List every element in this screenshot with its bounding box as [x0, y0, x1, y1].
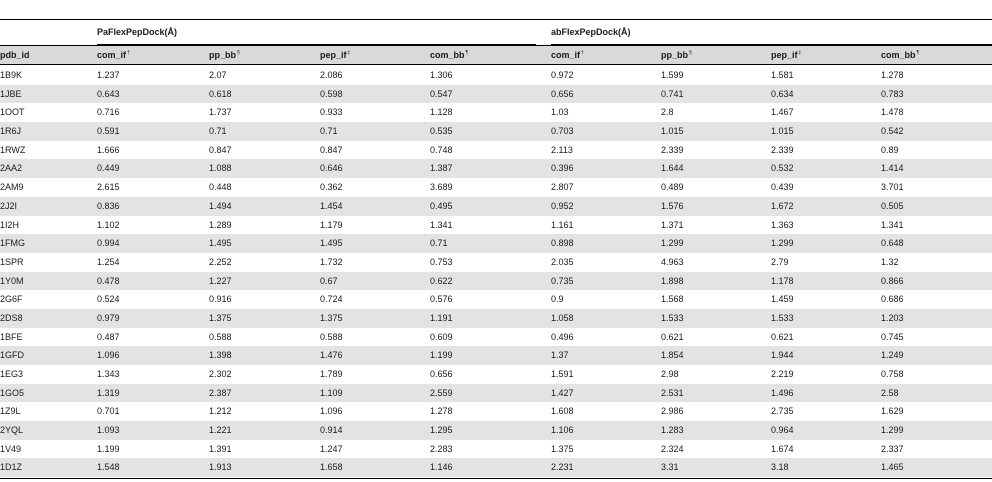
cell-pdb-id: 1SPR: [0, 256, 24, 267]
cell-ab-com-bb: 2.58: [881, 387, 899, 398]
table-row: [0, 384, 992, 403]
cell-ab-com-if: 1.03: [551, 107, 569, 118]
cell-ab-com-bb: 1.465: [881, 462, 904, 473]
cell-pa-pep-if: 1.179: [320, 219, 343, 230]
cell-pa-pep-if: 0.588: [320, 331, 343, 342]
cell-pa-com-bb: 2.283: [430, 443, 453, 454]
cell-pa-com-if: 0.449: [97, 163, 120, 174]
cell-ab-com-if: 1.161: [551, 219, 574, 230]
group-header-paflexpepdock: PaFlexPepDock(Å): [97, 27, 178, 37]
column-header-ab-com-if: com_if†: [551, 50, 584, 60]
table-row: [0, 103, 992, 122]
cell-ab-com-if: 0.972: [551, 70, 574, 80]
cell-pa-pep-if: 1.096: [320, 406, 343, 417]
cell-pa-com-bb: 1.128: [430, 107, 453, 118]
cell-ab-pp-bb: 1.644: [661, 163, 684, 174]
cell-ab-pp-bb: 1.015: [661, 126, 684, 137]
cell-pa-pep-if: 0.646: [320, 163, 343, 174]
cell-ab-com-bb: 1.478: [881, 107, 904, 118]
cell-pa-com-if: 0.716: [97, 107, 120, 118]
cell-pa-com-if: 1.666: [97, 144, 120, 155]
cell-ab-com-bb: 0.648: [881, 238, 904, 249]
cell-pa-com-if: 0.591: [97, 126, 120, 137]
cell-ab-pep-if: 0.621: [771, 331, 794, 342]
table-row: [0, 197, 992, 216]
cell-ab-com-if: 0.396: [551, 163, 574, 174]
cell-pa-pp-bb: 1.494: [209, 200, 232, 211]
cell-ab-pp-bb: 1.599: [661, 70, 684, 80]
cell-pa-pep-if: 1.375: [320, 312, 343, 323]
cell-ab-com-bb: 0.783: [881, 88, 904, 99]
table-bottom-rule: [0, 478, 992, 479]
cell-pa-com-if: 0.836: [97, 200, 120, 211]
table-top-rule: [0, 19, 992, 20]
cell-ab-pep-if: 1.674: [771, 443, 794, 454]
cell-pa-com-if: 1.254: [97, 256, 120, 267]
cell-ab-pep-if: 1.581: [771, 70, 794, 80]
cell-pdb-id: 1RWZ: [0, 144, 26, 155]
table-row: [0, 122, 992, 141]
cell-pa-com-bb: 1.191: [430, 312, 453, 323]
cell-ab-pp-bb: 1.568: [661, 294, 684, 305]
cell-pa-pep-if: 1.454: [320, 200, 343, 211]
cell-pa-com-if: 1.237: [97, 70, 120, 80]
cell-pa-com-bb: 1.341: [430, 219, 453, 230]
cell-pa-com-bb: 0.547: [430, 88, 453, 99]
cell-pa-com-if: 1.102: [97, 219, 120, 230]
cell-pa-com-bb: 1.295: [430, 425, 453, 436]
cell-ab-pp-bb: 0.741: [661, 88, 684, 99]
cell-ab-pp-bb: 0.621: [661, 331, 684, 342]
cell-pa-com-if: 2.615: [97, 182, 120, 193]
cell-pa-com-if: 1.319: [97, 387, 120, 398]
cell-pa-com-bb: 1.278: [430, 406, 453, 417]
cell-pa-pep-if: 0.362: [320, 182, 343, 193]
cell-ab-com-bb: 0.745: [881, 331, 904, 342]
cell-pa-com-bb: 0.495: [430, 200, 453, 211]
cell-pa-pep-if: 0.847: [320, 144, 343, 155]
column-header-row: [0, 45, 992, 65]
cell-pdb-id: 2AA2: [0, 163, 23, 174]
cell-pdb-id: 2G6F: [0, 294, 23, 305]
cell-pa-com-if: 1.343: [97, 369, 120, 379]
table-row: [0, 178, 992, 197]
cell-pa-com-if: 0.487: [97, 331, 120, 342]
cell-ab-com-if: 1.591: [551, 369, 574, 379]
cell-pa-com-bb: 3.689: [430, 182, 453, 193]
cell-ab-com-bb: 0.686: [881, 294, 904, 305]
cell-ab-com-bb: 0.542: [881, 126, 904, 137]
cell-pa-com-if: 0.524: [97, 294, 120, 305]
column-header-pa-com-bb: com_bb¶: [430, 50, 469, 60]
table-row: [0, 85, 992, 104]
cell-pa-pp-bb: 1.227: [209, 275, 232, 286]
cell-pa-com-bb: 1.306: [430, 70, 453, 80]
cell-ab-pep-if: 2.339: [771, 144, 794, 155]
cell-pa-com-bb: 2.559: [430, 387, 453, 398]
cell-pdb-id: 2YQL: [0, 425, 24, 436]
cell-pa-pp-bb: 0.618: [209, 88, 232, 99]
table-row: [0, 346, 992, 365]
cell-pa-com-bb: 0.609: [430, 331, 453, 342]
cell-ab-com-bb: 0.89: [881, 144, 899, 155]
cell-ab-pp-bb: 0.489: [661, 182, 684, 193]
cell-ab-pep-if: 2.219: [771, 369, 794, 379]
table-row: [0, 421, 992, 440]
cell-pdb-id: 1V49: [0, 443, 22, 454]
column-header-pa-pep-if: pep_if‡: [320, 50, 351, 60]
cell-pdb-id: 1GO5: [0, 387, 25, 398]
cell-pdb-id: 1Z9L: [0, 406, 21, 417]
cell-pa-pep-if: 1.789: [320, 369, 343, 379]
cell-pdb-id: 2J2I: [0, 200, 18, 211]
cell-ab-com-bb: 3.701: [881, 182, 904, 193]
cell-pdb-id: 1JBE: [0, 88, 22, 99]
cell-ab-com-if: 2.807: [551, 182, 574, 193]
cell-pa-pp-bb: 0.588: [209, 331, 232, 342]
cell-pa-pep-if: 1.732: [320, 256, 343, 267]
cell-pa-pep-if: 0.71: [320, 126, 338, 137]
column-header-ab-pep-if: pep_if‡: [771, 50, 802, 60]
cell-pa-pp-bb: 1.375: [209, 312, 232, 323]
cell-ab-pp-bb: 1.898: [661, 275, 684, 286]
cell-ab-com-if: 1.058: [551, 312, 574, 323]
cell-pa-com-if: 1.093: [97, 425, 120, 436]
cell-ab-com-bb: 1.299: [881, 425, 904, 436]
cell-pa-pp-bb: 1.391: [209, 443, 232, 454]
cell-pa-com-if: 0.478: [97, 275, 120, 286]
table-row: [0, 141, 992, 160]
group-header-abflexpepdock: abFlexPepDock(Å): [551, 27, 631, 37]
cell-pa-com-bb: 0.656: [430, 369, 453, 379]
cell-ab-pp-bb: 1.576: [661, 200, 684, 211]
cell-ab-pep-if: 1.496: [771, 387, 794, 398]
column-header-pa-pp-bb: pp_bb§: [209, 50, 240, 60]
cell-pa-pep-if: 0.933: [320, 107, 343, 118]
cell-ab-pep-if: 1.672: [771, 200, 794, 211]
cell-pa-com-bb: 0.753: [430, 256, 453, 267]
cell-ab-com-if: 0.735: [551, 275, 574, 286]
cell-ab-com-bb: 1.278: [881, 70, 904, 80]
cell-ab-pp-bb: 2.98: [661, 369, 679, 379]
table-body: [0, 66, 992, 477]
table-row: [0, 309, 992, 328]
cell-ab-pep-if: 1.015: [771, 126, 794, 137]
cell-pdb-id: 1B9K: [0, 70, 23, 80]
cell-pdb-id: 1I2H: [0, 219, 20, 230]
cell-pa-com-bb: 1.199: [430, 350, 453, 361]
cell-pa-com-if: 1.096: [97, 350, 120, 361]
cell-ab-com-bb: 1.203: [881, 312, 904, 323]
cell-ab-pep-if: 0.532: [771, 163, 794, 174]
cell-ab-pep-if: 1.944: [771, 350, 794, 361]
table-row: [0, 66, 992, 85]
cell-pdb-id: 2AM9: [0, 182, 24, 193]
column-header-ab-com-bb: com_bb¶: [881, 50, 920, 60]
table-row: [0, 253, 992, 272]
cell-pa-pp-bb: 0.916: [209, 294, 232, 305]
cell-ab-com-if: 0.9: [551, 294, 564, 305]
cell-ab-com-if: 1.427: [551, 387, 574, 398]
cell-pdb-id: 1EG3: [0, 369, 24, 379]
cell-pa-com-bb: 0.576: [430, 294, 453, 305]
cell-pa-pp-bb: 2.07: [209, 70, 227, 80]
cell-ab-pep-if: 0.439: [771, 182, 794, 193]
cell-ab-pp-bb: 1.854: [661, 350, 684, 361]
cell-pa-pep-if: 0.598: [320, 88, 343, 99]
cell-pa-pep-if: 1.495: [320, 238, 343, 249]
column-header-pa-com-if: com_if†: [97, 50, 130, 60]
cell-pa-pp-bb: 1.398: [209, 350, 232, 361]
cell-pa-pep-if: 1.476: [320, 350, 343, 361]
table-row: [0, 402, 992, 421]
cell-pa-com-if: 0.979: [97, 312, 120, 323]
cell-pa-pp-bb: 1.289: [209, 219, 232, 230]
cell-pa-com-if: 0.701: [97, 406, 120, 417]
table-row: [0, 272, 992, 291]
cell-pa-pp-bb: 0.448: [209, 182, 232, 193]
cell-ab-com-bb: 2.337: [881, 443, 904, 454]
cell-pa-com-bb: 0.748: [430, 144, 453, 155]
cell-pa-pep-if: 0.67: [320, 275, 338, 286]
cell-pa-com-if: 0.643: [97, 88, 120, 99]
table-row: [0, 365, 992, 384]
cell-ab-pep-if: 1.459: [771, 294, 794, 305]
cell-ab-com-bb: 0.866: [881, 275, 904, 286]
cell-ab-pep-if: 0.964: [771, 425, 794, 436]
cell-pdb-id: 1FMG: [0, 238, 26, 249]
column-header-ab-pp-bb: pp_bb§: [661, 50, 692, 60]
cell-pa-pep-if: 2.086: [320, 70, 343, 80]
cell-pa-com-if: 1.548: [97, 462, 120, 473]
cell-ab-com-bb: 1.32: [881, 256, 899, 267]
cell-pa-pep-if: 1.109: [320, 387, 343, 398]
cell-ab-pep-if: 2.735: [771, 406, 794, 417]
cell-pa-pp-bb: 2.387: [209, 387, 232, 398]
cell-ab-com-bb: 1.629: [881, 406, 904, 417]
cell-ab-pp-bb: 1.371: [661, 219, 684, 230]
cell-ab-pep-if: 2.79: [771, 256, 789, 267]
cell-pa-pp-bb: 1.212: [209, 406, 232, 417]
cell-ab-com-if: 2.231: [551, 462, 574, 473]
table-row: [0, 290, 992, 309]
cell-pdb-id: 1BFE: [0, 331, 23, 342]
cell-pa-pep-if: 0.914: [320, 425, 343, 436]
cell-ab-com-bb: 0.505: [881, 200, 904, 211]
cell-ab-com-if: 0.656: [551, 88, 574, 99]
table-row: [0, 458, 992, 477]
cell-pdb-id: 1OOT: [0, 107, 25, 118]
cell-ab-pp-bb: 3.31: [661, 462, 679, 473]
table-row: [0, 328, 992, 347]
cell-pa-com-bb: 0.71: [430, 238, 448, 249]
cell-pa-com-bb: 0.622: [430, 275, 453, 286]
cell-pa-com-bb: 0.535: [430, 126, 453, 137]
cell-pdb-id: 1D1Z: [0, 462, 23, 473]
cell-pa-pep-if: 1.658: [320, 462, 343, 473]
column-header-pdb-id: pdb_id: [0, 50, 30, 60]
cell-pa-com-bb: 1.387: [430, 163, 453, 174]
table-row: [0, 440, 992, 459]
cell-pdb-id: 1GFD: [0, 350, 25, 361]
cell-pdb-id: 1R6J: [0, 126, 22, 137]
cell-pa-pp-bb: 2.252: [209, 256, 232, 267]
cell-ab-pp-bb: 4.963: [661, 256, 684, 267]
cell-ab-pp-bb: 2.8: [661, 107, 674, 118]
cell-pa-pp-bb: 1.088: [209, 163, 232, 174]
cell-pa-pp-bb: 1.913: [209, 462, 232, 473]
cell-ab-com-if: 1.375: [551, 443, 574, 454]
cell-ab-com-bb: 1.249: [881, 350, 904, 361]
cell-ab-pep-if: 1.299: [771, 238, 794, 249]
cell-pa-pep-if: 0.724: [320, 294, 343, 305]
cell-ab-pp-bb: 2.986: [661, 406, 684, 417]
cell-pa-pp-bb: 0.847: [209, 144, 232, 155]
table-row: [0, 159, 992, 178]
cell-ab-com-if: 0.703: [551, 126, 574, 137]
cell-pa-pp-bb: 1.221: [209, 425, 232, 436]
cell-ab-com-bb: 1.414: [881, 163, 904, 174]
cell-ab-com-bb: 1.341: [881, 219, 904, 230]
cell-ab-pep-if: 1.533: [771, 312, 794, 323]
cell-ab-pep-if: 1.178: [771, 275, 794, 286]
cell-pa-pp-bb: 0.71: [209, 126, 227, 137]
cell-ab-pep-if: 1.363: [771, 219, 794, 230]
cell-ab-pp-bb: 1.533: [661, 312, 684, 323]
cell-ab-com-if: 1.37: [551, 350, 569, 361]
cell-pa-pp-bb: 2.302: [209, 369, 232, 379]
cell-ab-pp-bb: 1.283: [661, 425, 684, 436]
cell-pa-pep-if: 1.247: [320, 443, 343, 454]
cell-ab-com-bb: 0.758: [881, 369, 904, 379]
cell-ab-pp-bb: 2.324: [661, 443, 684, 454]
cell-pa-pp-bb: 1.495: [209, 238, 232, 249]
cell-ab-pp-bb: 2.339: [661, 144, 684, 155]
cell-pa-com-bb: 1.146: [430, 462, 453, 473]
cell-pa-com-if: 0.994: [97, 238, 120, 249]
table-row: [0, 216, 992, 235]
cell-ab-com-if: 0.898: [551, 238, 574, 249]
cell-ab-pep-if: 3.18: [771, 462, 789, 473]
cell-ab-pep-if: 1.467: [771, 107, 794, 118]
cell-ab-com-if: 1.106: [551, 425, 574, 436]
cell-ab-pep-if: 0.634: [771, 88, 794, 99]
cell-ab-com-if: 0.952: [551, 200, 574, 211]
cell-pa-com-if: 1.199: [97, 443, 120, 454]
cell-ab-com-if: 2.035: [551, 256, 574, 267]
cell-ab-pp-bb: 2.531: [661, 387, 684, 398]
cell-ab-com-if: 1.608: [551, 406, 574, 417]
cell-ab-com-if: 0.496: [551, 331, 574, 342]
cell-pdb-id: 1Y0M: [0, 275, 24, 286]
cell-ab-pp-bb: 1.299: [661, 238, 684, 249]
cell-pdb-id: 2DS8: [0, 312, 23, 323]
table-row: [0, 234, 992, 253]
cell-ab-com-if: 2.113: [551, 144, 573, 155]
cell-pa-pp-bb: 1.737: [209, 107, 232, 118]
